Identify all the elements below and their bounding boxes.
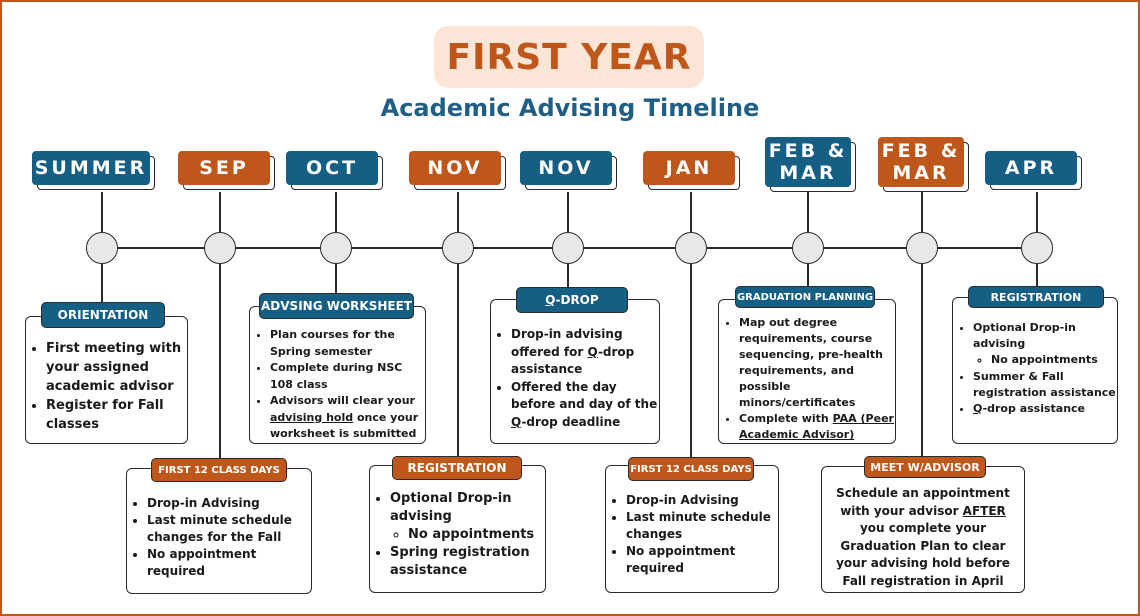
connector-line (101, 192, 103, 232)
timeline-node (792, 232, 824, 264)
list-item: • Advisors will clear your advising hold once your worksheet is submitted (270, 393, 425, 443)
connector-line (1036, 192, 1038, 232)
summer-fall-registration-badge: REGISTRATION (968, 286, 1104, 308)
list-item: • Optional Drop-in advising ◦ No appointments (973, 320, 1117, 369)
timeline-node (86, 232, 118, 264)
list-item: • Last minute schedule changes for the Fall (147, 512, 311, 546)
month-label-jan: JAN (643, 151, 735, 185)
timeline-node (1021, 232, 1053, 264)
page-title: FIRST YEAR (446, 36, 692, 78)
spring-registration-badge: REGISTRATION (392, 456, 522, 480)
list-item: • Map out degree requirements, course sequencing, pre-health requirements, and possible minors/certificates (739, 315, 895, 411)
connector-line (807, 264, 809, 286)
list-item: • Register for Fall classes (46, 396, 187, 434)
connector-line (690, 192, 692, 232)
month-label-sep: SEP (178, 151, 270, 185)
list-item: • Offered the day before and day of the Q-drop deadline (511, 379, 659, 432)
connector-line (1036, 264, 1038, 286)
sub-list-item: ◦ No appointments (408, 526, 545, 544)
advising-worksheet-badge: ADVSING WORKSHEET (259, 293, 414, 319)
month-label-oct: OCT (286, 151, 378, 185)
sub-list-item: ◦ No appointments (991, 352, 1117, 368)
orientation-card (25, 316, 188, 444)
meet-advisor-badge: MEET W/ADVISOR (864, 456, 986, 478)
list-item: • Q-drop assistance (973, 401, 1117, 417)
connector-line (807, 192, 809, 232)
orientation-badge: ORIENTATION (41, 302, 165, 328)
connector-line (567, 192, 569, 232)
advising-worksheet-card (249, 306, 426, 444)
connector-line (219, 264, 221, 460)
timeline-node (204, 232, 236, 264)
month-label-apr: APR (985, 151, 1077, 185)
month-label-nov: NOV (409, 151, 501, 185)
first-12-days-spring-card (605, 465, 779, 593)
connector-line (101, 264, 103, 304)
month-label-feb-mar: FEB & MAR (878, 137, 964, 187)
list-item: • Drop-in Advising (626, 492, 778, 509)
list-item: • Last minute schedule changes (626, 509, 778, 543)
list-item: • First meeting with your assigned academic advisor (46, 339, 187, 396)
first-12-days-spring-badge: FIRST 12 CLASS DAYS (628, 457, 754, 481)
list-item: • Optional Drop-in advising ◦ No appointments (390, 490, 545, 544)
graduation-planning-badge: GRADUATION PLANNING (735, 286, 875, 308)
connector-line (690, 264, 692, 460)
list-item: • Complete with PAA (Peer Academic Advisor) (739, 411, 895, 443)
list-item: • Spring registration assistance (390, 544, 545, 580)
list-item: • Complete during NSC 108 class (270, 360, 425, 393)
connector-line (335, 192, 337, 232)
timeline-node (320, 232, 352, 264)
connector-line (219, 192, 221, 232)
first-12-days-fall-card (126, 468, 312, 594)
list-item: • Drop-in advising offered for Q-drop assistance (511, 326, 659, 379)
page-subtitle: Academic Advising Timeline (380, 94, 760, 122)
connector-line (921, 264, 923, 456)
first-12-days-fall-badge: FIRST 12 CLASS DAYS (151, 458, 287, 482)
q-drop-card (490, 299, 660, 444)
connector-line (921, 192, 923, 232)
month-label-nov: NOV (520, 151, 612, 185)
summer-fall-registration-card (952, 297, 1118, 444)
q-drop-badge: Q -DROP (516, 287, 628, 313)
list-item: • Drop-in Advising (147, 495, 311, 512)
list-item: • Summer & Fall registration assistance (973, 369, 1117, 401)
graduation-planning-card (718, 299, 896, 444)
list-item: • No appointment required (147, 546, 311, 580)
list-item: • Plan courses for the Spring semester (270, 327, 425, 360)
connector-line (457, 192, 459, 232)
month-label-feb-mar: FEB & MAR (765, 137, 851, 187)
timeline-node (675, 232, 707, 264)
month-label-summer: SUMMER (32, 151, 150, 185)
list-item: • No appointment required (626, 543, 778, 577)
spring-registration-card (369, 465, 546, 593)
timeline-node (552, 232, 584, 264)
connector-line (335, 264, 337, 294)
connector-line (457, 264, 459, 456)
meet-advisor-text: Schedule an appointment with your advisor AFTER you complete your Graduation Plan to clear your advising hold before Fall registration in April (836, 486, 1010, 588)
timeline-node (442, 232, 474, 264)
timeline-node (906, 232, 938, 264)
title-banner (434, 26, 704, 88)
meet-advisor-card (821, 466, 1025, 593)
